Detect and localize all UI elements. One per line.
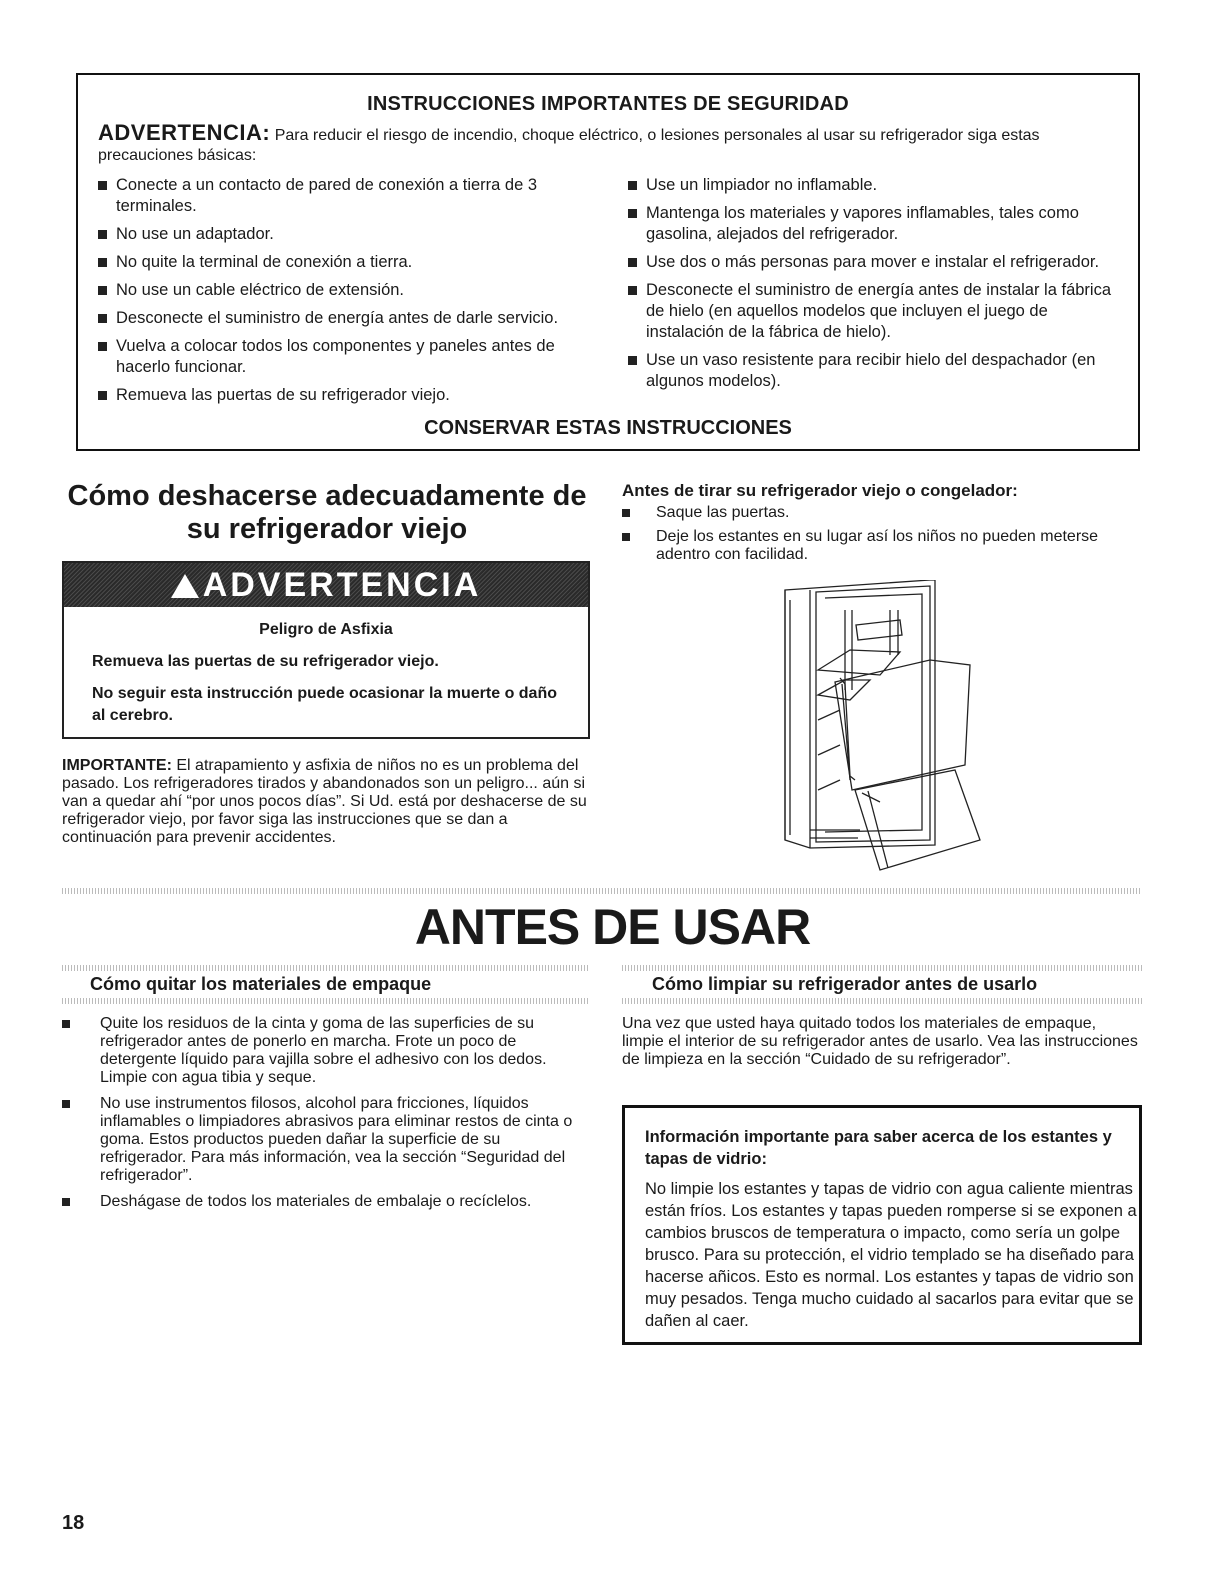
- subheading-rule: [622, 965, 1142, 971]
- list-item: Vuelva a colocar todos los componentes y paneles antes de hacerlo funcionar.: [98, 336, 598, 378]
- safety-footer: CONSERVAR ESTAS INSTRUCCIONES: [424, 417, 792, 439]
- warning-subtitle: Peligro de Asfixia: [259, 621, 393, 638]
- before-disposal-title: Antes de tirar su refrigerador viejo o congelador:: [622, 481, 1018, 500]
- before-disposal-list: [622, 504, 1142, 570]
- safety-title: INSTRUCCIONES IMPORTANTES DE SEGURIDAD: [367, 93, 849, 115]
- bullet-icon: [62, 1100, 70, 1108]
- bullet-icon: [98, 391, 107, 400]
- list-item: Use dos o más personas para mover e instalar el refrigerador.: [628, 252, 1128, 273]
- asphyxia-warning-box: [62, 561, 590, 739]
- safety-left-column: [98, 175, 598, 413]
- list-item: Saque las puertas.: [622, 504, 1142, 522]
- list-item: No use instrumentos filosos, alcohol para fricciones, líquidos inflamables o limpiadores abrasivos para eliminar restos de cinta o goma. Estos productos pueden dañar la superficie de su refrigerador. Para más información, vea la sección “Seguridad del refrigerador”.: [62, 1095, 590, 1185]
- bullet-icon: [628, 181, 637, 190]
- warning-banner: [64, 563, 588, 607]
- safety-instructions-box: [76, 73, 1140, 451]
- cleaning-paragraph: Una vez que usted haya quitado todos los materiales de empaque, limpie el interior de su refrigerador antes de usarlo. Vea las instrucciones de limpieza en la sección “Cuidado de su refrigerador”.: [622, 1015, 1138, 1068]
- important-label: IMPORTANTE:: [62, 757, 172, 774]
- bullet-icon: [622, 509, 630, 517]
- refrigerator-illustration: [780, 580, 990, 875]
- list-item: Desconecte el suministro de energía antes de darle servicio.: [98, 308, 598, 329]
- bullet-icon: [98, 342, 107, 351]
- important-text: El atrapamiento y asfixia de niños no es un problema del pasado. Los refrigeradores tirados y abandonados son un peligro... aún si van a quedar ahí “por unos pocos días”. Si Ud. está por deshacerse de su refrigerador viejo, por favor siga las instrucciones que se dan a continuación para prevenir accidentes.: [62, 757, 587, 846]
- bullet-icon: [628, 286, 637, 295]
- warning-banner-text: ADVERTENCIA: [202, 566, 482, 604]
- list-item: Mantenga los materiales y vapores inflamables, tales como gasolina, alejados del refrigerador.: [628, 203, 1128, 245]
- packing-list: [62, 1015, 590, 1219]
- glass-info-text: No limpie los estantes y tapas de vidrio con agua caliente mientras están fríos. Los estantes y tapas pueden romperse si se exponen a cambios bruscos de temperatura o impacto, como sería un golpe brusco. Para su protección, el vidrio templado se ha diseñado para hacerse añicos. Esto es normal. Los estantes y tapas de vidrio son muy pesados. Tenga mucho cuidado al sacarlos para evitar que se dañen al caer.: [645, 1180, 1137, 1330]
- list-item: Deshágase de todos los materiales de embalaje o recíclelos.: [62, 1193, 590, 1211]
- warning-triangle-icon: [171, 574, 199, 598]
- warning-instruction: Remueva las puertas de su refrigerador viejo.: [92, 653, 439, 670]
- subheading-rule: [622, 998, 1142, 1004]
- bullet-icon: [98, 258, 107, 267]
- disposal-heading: Cómo deshacerse adecuadamente de su refrigerador viejo: [67, 480, 587, 545]
- list-item: Use un vaso resistente para recibir hielo del despachador (en algunos modelos).: [628, 350, 1128, 392]
- list-item: Use un limpiador no inflamable.: [628, 175, 1128, 196]
- bullet-icon: [98, 314, 107, 323]
- cleaning-subheading: Cómo limpiar su refrigerador antes de usarlo: [652, 974, 1038, 994]
- safety-right-column: [628, 175, 1128, 399]
- list-item: Remueva las puertas de su refrigerador viejo.: [98, 385, 598, 406]
- bullet-icon: [98, 181, 107, 190]
- list-item: Desconecte el suministro de energía antes de instalar la fábrica de hielo (en aquellos modelos que incluyen el juego de instalación de la fábrica de hielo).: [628, 280, 1128, 343]
- glass-shelves-info-box: [622, 1105, 1142, 1345]
- list-item: Quite los residuos de la cinta y goma de las superficies de su refrigerador antes de ponerlo en marcha. Frote un poco de detergente líquido para vajilla sobre el adhesivo con los dedos. Limpie con agua tibia y seque.: [62, 1015, 590, 1087]
- bullet-icon: [628, 209, 637, 218]
- warning-consequence: No seguir esta instrucción puede ocasionar la muerte o daño al cerebro.: [92, 685, 557, 724]
- bullet-icon: [628, 356, 637, 365]
- important-paragraph: [62, 757, 592, 847]
- section-divider: [62, 888, 1142, 894]
- bullet-icon: [628, 258, 637, 267]
- warning-label: ADVERTENCIA:: [98, 120, 271, 145]
- glass-info-title: Información importante para saber acerca de los estantes y tapas de vidrio:: [645, 1128, 1112, 1168]
- list-item: Conecte a un contacto de pared de conexión a tierra de 3 terminales.: [98, 175, 598, 217]
- warning-intro: [98, 120, 1118, 166]
- bullet-icon: [98, 230, 107, 239]
- section-title: ANTES DE USAR: [414, 899, 811, 955]
- page-number: 18: [62, 1512, 85, 1534]
- list-item: No use un adaptador.: [98, 224, 598, 245]
- subheading-rule: [62, 965, 590, 971]
- list-item: No use un cable eléctrico de extensión.: [98, 280, 598, 301]
- warning-text: Para reducir el riesgo de incendio, choque eléctrico, o lesiones personales al usar su refrigerador siga estas precauciones básicas:: [98, 127, 1040, 164]
- list-item: Deje los estantes en su lugar así los niños no pueden meterse adentro con facilidad.: [622, 528, 1142, 564]
- list-item: No quite la terminal de conexión a tierra.: [98, 252, 598, 273]
- packing-subheading: Cómo quitar los materiales de empaque: [90, 974, 432, 994]
- bullet-icon: [62, 1020, 70, 1028]
- bullet-icon: [98, 286, 107, 295]
- subheading-rule: [62, 998, 590, 1004]
- bullet-icon: [622, 533, 630, 541]
- bullet-icon: [62, 1198, 70, 1206]
